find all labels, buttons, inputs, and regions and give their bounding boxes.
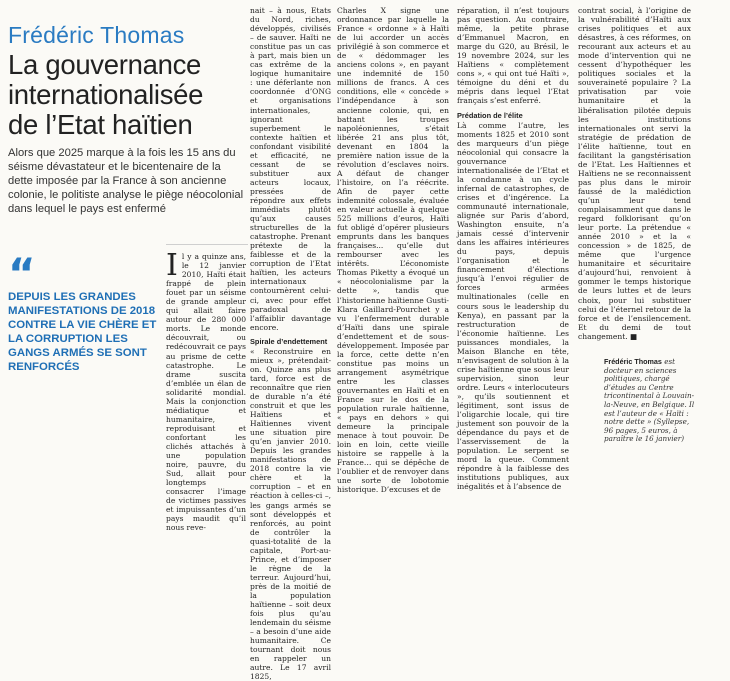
column-text: l y a quinze ans, le 12 janvier 2010, Haïti était frappé de plein fouet par un séisme de grande ampleur qui allait faire autour de 280 000 morts. Le monde découvrait, ou redécouvrait ce pays au prisme de cette catastrophe. Le drame suscita d’emblée un élan de solidarité mondial. Mais la conjonction médiatique et humanitaire, reproduisant et confortant les clichés attachés à une population noire, pauvre, du Sud, allait pour longtemps consacrer l’image de victimes passives et impuissantes d’un pays maudit qu’il nous reve- — [166, 252, 246, 533]
article-lede: Alors que 2025 marque à la fois les 15 ans du séisme dévastateur et le bicentenaire de la dette imposée par la France à son ancienne colonie, le politiste analyse le piège néocolonial dans lequel le pays est enfermé — [8, 147, 244, 216]
article-column-1 — [166, 248, 246, 533]
drop-cap: I — [166, 248, 178, 283]
article-column-4 — [457, 6, 569, 491]
bio-author-name: Frédéric Thomas — [604, 357, 662, 366]
column-text: Là comme l’autre, les moments 1825 et 2010 sont des marqueurs d’un piège néocolonial qui consacre la gouvernance internationalisée de l’Etat et la condamne à un cycle infernal de catastrophes, de crises et d’ingérence. La communauté internationale, alignée sur Paris d’abord, Washington ensuite, n’a jamais cessé d’intervenir dans les affaires intérieures du pays, depuis l’organisation et le financement d’élections jusqu’à l’envoi régulier de forces armées multinationales (celle en cours sous le leadership du Kenya), en passant par la restructuration de l’économie haïtienne. Les puissances mondiales, la Maison Blanche en tête, n’envisagent de solution à la crise haïtienne que sous leur supervision, sinon leur ordre. Leurs « interlocuteurs », qu’ils soutiennent et légitiment, sont issus de l’oligarchie locale, qui tire justement son pouvoir de la dépendance du pays et de l’asservissement de la population. Le serpent se mord la queue. Comment répondre à la faiblesse des institutions publiques, aux inégalités et à l’absence de — [457, 120, 569, 492]
pull-quote — [8, 249, 158, 375]
column-text: Charles X signe une ordonnance par laquelle la France « ordonne » à Haïti de lui accorder un accès privilégié à son commerce et de « dédommager les anciens colons », en payant une indemnité de 150 millions de francs. A ces conditions, elle « concède » l’indépendance à son ancienne colonie, qui, en battant les troupes napoléoniennes, s’était libérée 21 ans plus tôt, devenant en 1804 la première nation issue de la révolution d’esclaves noirs. A défaut de changer l’histoire, on l’a réécrite. Afin de payer cette indemnité colossale, évaluée en valeur actuelle à quelque 525 millions d’euros, Haïti fut obligé d’opérer plusieurs emprunts dans les banques françaises... qu’elle dut rembourser avec les intérêts. L’économiste Thomas Piketty a évoqué un « néocolonialisme par la dette », tandis que l’historienne haïtienne Gusti-Klara Gaillard-Pourchet y a vu l’enfermement durable d’Haïti dans une spirale d’endettement et de sous-développement. Imposée par la force, cette dette n’en constitue pas moins un arrangement asymétrique entre les classes gouvernantes en Haïti et en France sur le dos de la population rurale haïtienne, « pays en dehors » qui demeure la principale menace à tout pouvoir. De loin en loin, cette vieille histoire se rappelle à la France… qui se dépêche de l’oublier et de renvoyer dans une sorte de lobotomie historique. D’excuses et de — [337, 6, 449, 495]
author-bio — [604, 358, 696, 444]
section-subheading: Prédation de l’élite — [457, 110, 523, 120]
article-column-3 — [337, 6, 449, 495]
article-header — [8, 22, 244, 216]
article-column-5 — [578, 6, 691, 341]
article-title: La gouvernance internationalisée de l’Etat haïtien — [8, 49, 204, 140]
column-text: nait – à nous, Etats du Nord, riches, développés, civilisés – de sauver. Haïti ne constitue pas un cas à part, mais bien un cas extrême de la logique humanitaire : une déferlante non coordonnée d’ONG et organisations internationales, ignorant superbement le contexte haïtien et confondant visibilité et efficacité, ne cessant de se substituer aux acteurs locaux, pressées de répondre aux effets immédiats plutôt qu’aux causes structurelles de la catastrophe. Prenant prétexte de la faiblesse et de la corruption de l’Etat haïtien, les acteurs internationaux contournèrent celui-ci, avec pour effet paradoxal de l’affaiblir davantage encore. — [250, 6, 331, 332]
column-text: contrat social, à l’origine de la vulnérabilité d’Haïti aux crises politiques et aux désastres, à ces réformes, on recourant aux acteurs et au mode d’intervention qui ne cessent d’hypothéquer les politiques sociales et la souveraineté populaire ? La privatisation par voie humanitaire et la libéralisation pilotée depuis les institutions internationales ont servi la stratégie de prédation de l’élite haïtienne, tout en facilitant la gangstérisation de l’Etat. Les Haïtiennes et Haïtiens ne se reconnaissent pas plus dans le miroir faussé de la malédiction qu’un leur tend complaisamment que dans le regard folklorisant qu’on leur porte. La prétendue « année 2010 » et la « concession » de 1825, de même que l’urgence humanitaire et sécuritaire d’aujourd’hui, renvoient à gommer le temps historique de leurs luttes et de leurs choix, pour lui substituer celui de l’éternel retour de la force et de l’ensilencement. Et du demi de tout changement. ■ — [578, 6, 691, 341]
pull-quote-text: DEPUIS LES GRANDES MANIFESTATIONS DE 2018 CONTRE LA VIE CHÈRE ET LA CORRUPTION LES GANGS ARMÉS SE SONT RENFORCÉS — [8, 291, 157, 374]
column-divider — [166, 244, 248, 245]
column-text: « Reconstruire en mieux », prétendait-on. Quinze ans plus tard, force est de reconnaître que rien de durable n’a été construit et que les Haïtiens et Haïtiennes vivent une situation pire qu’en janvier 2010. Depuis les grandes manifestations de 2018 contre la vie chère et la corruption – et en réaction à celles-ci –, les gangs armés se sont développés et renforcés, au point de contrôler la quasi-totalité de la capitale, Port-au-Prince, et d’imposer le règne de la terreur. Aujourd’hui, près de la moitié de la population haïtienne – soit deux fois plus qu’au lendemain du séisme – a besoin d’une aide humanitaire. Ce tournant doit nous en rappeler un autre. Le 17 avril 1825, — [250, 346, 331, 681]
author-name: Frédéric Thomas — [8, 22, 185, 48]
column-text: réparation, il n’est toujours pas question. Au contraire, même, la petite phrase d’Emmanuel Macron, en marge du G20, au Brésil, le 19 novembre 2024, sur les Haïtiens « complètement cons », « qui ont tué Haïti », témoigne du déni et du mépris dans lequel l’Etat français s’est enferré. — [457, 6, 569, 106]
bio-text: est docteur en sciences politiques, chargé d’études au Centre tricontinental à Louvain-la-Neuve, en Belgique. Il est l’auteur de « Haïti : notre dette » (Syllepse, 96 pages, 5 euros, à paraître le 16 janvier) — [604, 357, 695, 444]
quote-mark-icon: “ — [8, 249, 30, 298]
article-column-2 — [250, 6, 331, 681]
section-subheading: Spirale d’endettement — [250, 336, 328, 346]
